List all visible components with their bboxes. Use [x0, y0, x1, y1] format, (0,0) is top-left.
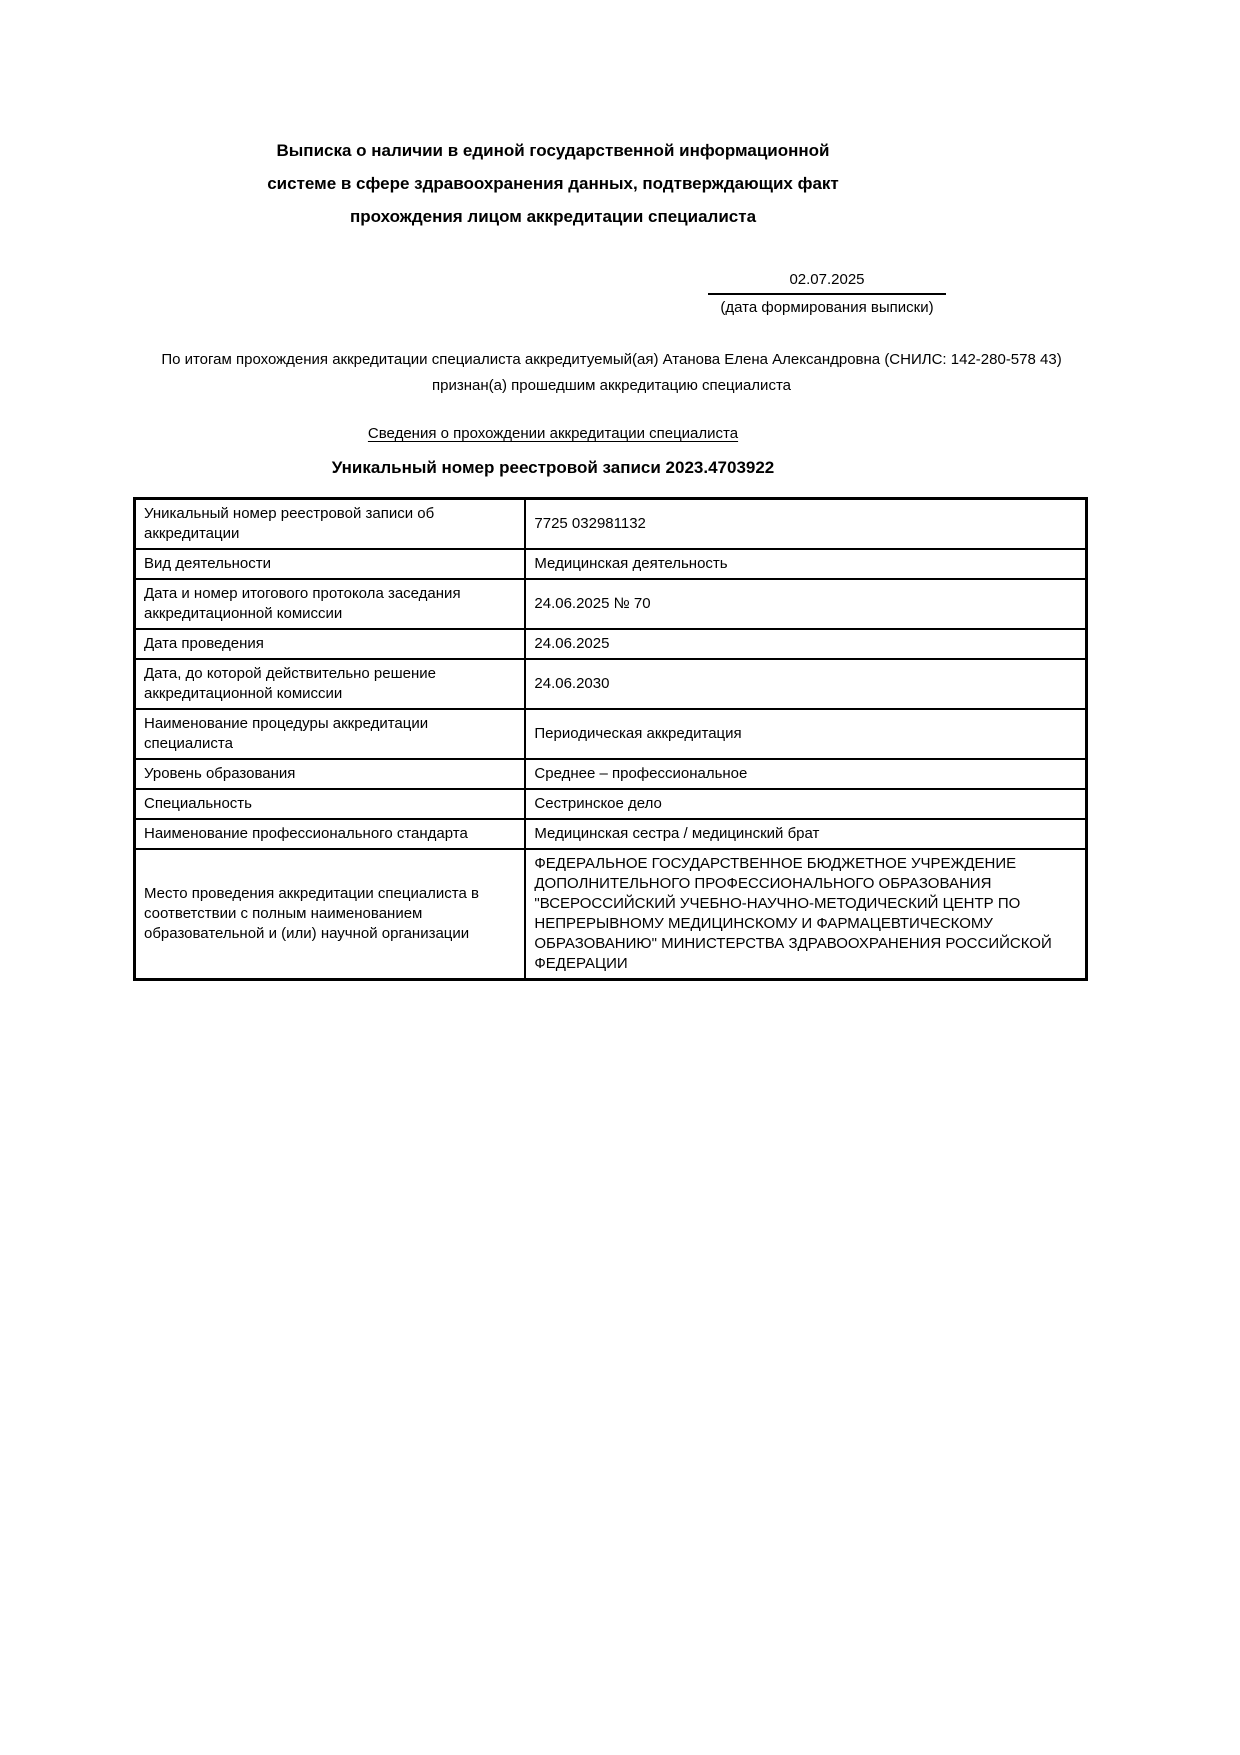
- formation-date-block: [708, 270, 946, 318]
- row-label: Уровень образования: [135, 759, 526, 789]
- row-value: 7725 032981132: [525, 499, 1086, 550]
- table-row: [135, 819, 1087, 849]
- summary-paragraph: По итогам прохождения аккредитации специалиста аккредитуемый(ая) Атанова Елена Александровна (СНИЛС: 142-280-578 43) признан(а) прошедшим аккредитацию специалиста: [161, 351, 1062, 394]
- table-row: [135, 659, 1087, 709]
- document-title-line: прохождения лицом аккредитации специалиста: [349, 207, 757, 226]
- formation-date-caption: (дата формирования выписки): [720, 299, 934, 316]
- row-value: Медицинская сестра / медицинский брат: [525, 819, 1086, 849]
- table-row: [135, 549, 1087, 579]
- row-label: Наименование профессионального стандарта: [135, 819, 526, 849]
- table-row: [135, 579, 1087, 629]
- section-heading: Сведения о прохождении аккредитации специалиста: [367, 425, 739, 442]
- row-label: Дата, до которой действительно решение аккредитационной комиссии: [135, 659, 526, 709]
- row-label: Специальность: [135, 789, 526, 819]
- row-value: 24.06.2025 № 70: [525, 579, 1086, 629]
- accreditation-table: [133, 497, 1088, 981]
- row-value: Сестринское дело: [525, 789, 1086, 819]
- row-label: Наименование процедуры аккредитации специалиста: [135, 709, 526, 759]
- row-value: 24.06.2030: [525, 659, 1086, 709]
- row-label: Дата и номер итогового протокола заседания аккредитационной комиссии: [135, 579, 526, 629]
- row-value: ФЕДЕРАЛЬНОЕ ГОСУДАРСТВЕННОЕ БЮДЖЕТНОЕ УЧРЕЖДЕНИЕ ДОПОЛНИТЕЛЬНОГО ПРОФЕССИОНАЛЬНОГО ОБРАЗОВАНИЯ "ВСЕРОССИЙСКИЙ УЧЕБНО-НАУЧНО-МЕТОДИЧЕСКИЙ ЦЕНТР ПО НЕПРЕРЫВНОМУ МЕДИЦИНСКОМУ И ФАРМАЦЕВТИЧЕСКОМУ ОБРАЗОВАНИЮ" МИНИСТЕРСТВА ЗДРАВООХРАНЕНИЯ РОССИЙСКОЙ ФЕДЕРАЦИИ: [525, 849, 1086, 980]
- row-value: 24.06.2025: [525, 629, 1086, 659]
- row-label: Дата проведения: [135, 629, 526, 659]
- document-title-line: Выписка о наличии в единой государственной информационной: [276, 141, 830, 160]
- row-value: Периодическая аккредитация: [525, 709, 1086, 759]
- document-title: [120, 134, 986, 233]
- document-title-line: системе в сфере здравоохранения данных, подтверждающих факт: [267, 174, 839, 193]
- row-label: Уникальный номер реестровой записи об аккредитации: [135, 499, 526, 550]
- table-row: [135, 629, 1087, 659]
- formation-date-value: 02.07.2025: [708, 270, 946, 295]
- row-value: Медицинская деятельность: [525, 549, 1086, 579]
- table-row: [135, 499, 1087, 550]
- table-row: [135, 849, 1087, 980]
- row-label: Место проведения аккредитации специалиста в соответствии с полным наименованием образовательной и (или) научной организации: [135, 849, 526, 980]
- row-label: Вид деятельности: [135, 549, 526, 579]
- table-row: [135, 789, 1087, 819]
- table-row: [135, 759, 1087, 789]
- row-value: Среднее – профессиональное: [525, 759, 1086, 789]
- registry-heading: Уникальный номер реестровой записи 2023.4703922: [331, 458, 775, 477]
- table-row: [135, 709, 1087, 759]
